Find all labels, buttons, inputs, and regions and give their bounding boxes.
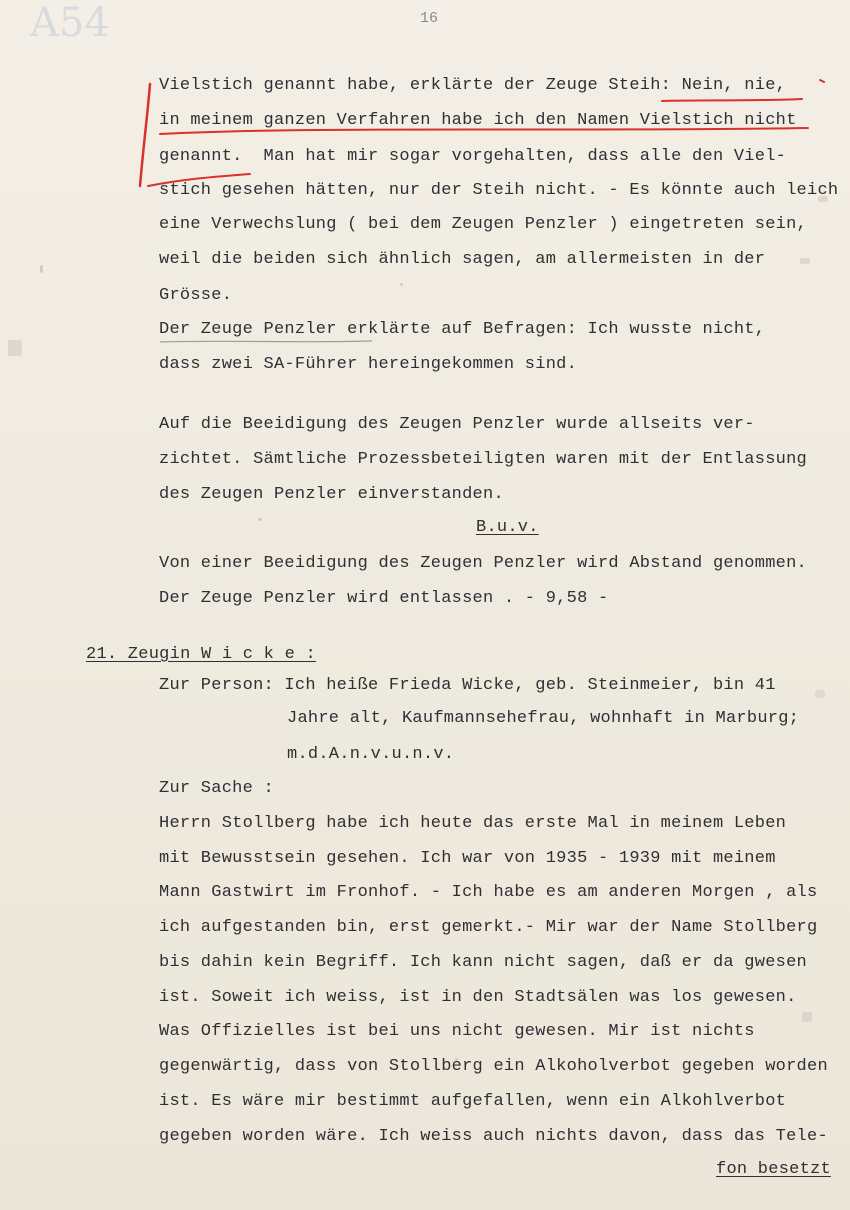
text-line: ist. Es wäre mir bestimmt aufgefallen, wenn ein Alkohlverbot bbox=[159, 1092, 787, 1111]
text-line: stich gesehen hätten, nur der Steih nicht. - Es könnte auch leich bbox=[159, 181, 839, 200]
witness-heading: 21. Zeugin W i c k e : bbox=[86, 645, 316, 664]
text-line: Vielstich genannt habe, erklärte der Zeuge Steih: Nein, nie, bbox=[159, 76, 787, 95]
text-line: Was Offizielles ist bei uns nicht gewesen. Mir ist nichts bbox=[159, 1022, 755, 1041]
text-line: mit Bewusstsein gesehen. Ich war von 1935 - 1939 mit meinem bbox=[159, 849, 776, 868]
text-line: ist. Soweit ich weiss, ist in den Stadtsälen was los gewesen. bbox=[159, 988, 797, 1007]
pencil-archive-mark: A54 bbox=[30, 0, 110, 46]
text-line: Herrn Stollberg habe ich heute das erste Mal in meinem Leben bbox=[159, 814, 787, 833]
catchword: fon besetzt bbox=[716, 1160, 831, 1179]
text-line: Der Zeuge Penzler wird entlassen . - 9,58 - bbox=[159, 589, 609, 608]
text-line: gegenwärtig, dass von Stollberg ein Alkoholverbot gegeben worden bbox=[159, 1057, 828, 1076]
page-number: 16 bbox=[420, 10, 439, 27]
text-line: weil die beiden sich ähnlich sagen, am allermeisten in der bbox=[159, 250, 766, 269]
text-line: Grösse. bbox=[159, 286, 233, 305]
text-line: Auf die Beeidigung des Zeugen Penzler wurde allseits ver- bbox=[159, 415, 755, 434]
text-line: in meinem ganzen Verfahren habe ich den Namen Vielstich nicht bbox=[159, 111, 797, 130]
text-line: Der Zeuge Penzler erklärte auf Befragen: Ich wusste nicht, bbox=[159, 320, 766, 339]
text-line: zichtet. Sämtliche Prozessbeteiligten waren mit der Entlassung bbox=[159, 450, 808, 469]
text-line: Von einer Beeidigung des Zeugen Penzler wird Abstand genommen. bbox=[159, 554, 808, 573]
ruling-abbreviation: B.u.v. bbox=[476, 518, 539, 537]
text-line: gegeben worden wäre. Ich weiss auch nichts davon, dass das Tele- bbox=[159, 1127, 828, 1146]
text-line: bis dahin kein Begriff. Ich kann nicht sagen, daß er da gwesen bbox=[159, 953, 808, 972]
text-line: dass zwei SA-Führer hereingekommen sind. bbox=[159, 355, 578, 374]
text-line: Zur Sache : bbox=[159, 779, 274, 798]
text-line: eine Verwechslung ( bei dem Zeugen Penzler ) eingetreten sein, bbox=[159, 215, 808, 234]
text-line: des Zeugen Penzler einverstanden. bbox=[159, 485, 504, 504]
text-line: Zur Person: Ich heiße Frieda Wicke, geb. Steinmeier, bin 41 bbox=[159, 676, 776, 695]
text-line: Mann Gastwirt im Fronhof. - Ich habe es am anderen Morgen , als bbox=[159, 883, 818, 902]
text-line: Jahre alt, Kaufmannsehefrau, wohnhaft in Marburg; bbox=[287, 709, 800, 728]
text-line: m.d.A.n.v.u.n.v. bbox=[287, 745, 455, 764]
text-line: genannt. Man hat mir sogar vorgehalten, dass alle den Viel- bbox=[159, 147, 787, 166]
text-line: ich aufgestanden bin, erst gemerkt.- Mir war der Name Stollberg bbox=[159, 918, 818, 937]
